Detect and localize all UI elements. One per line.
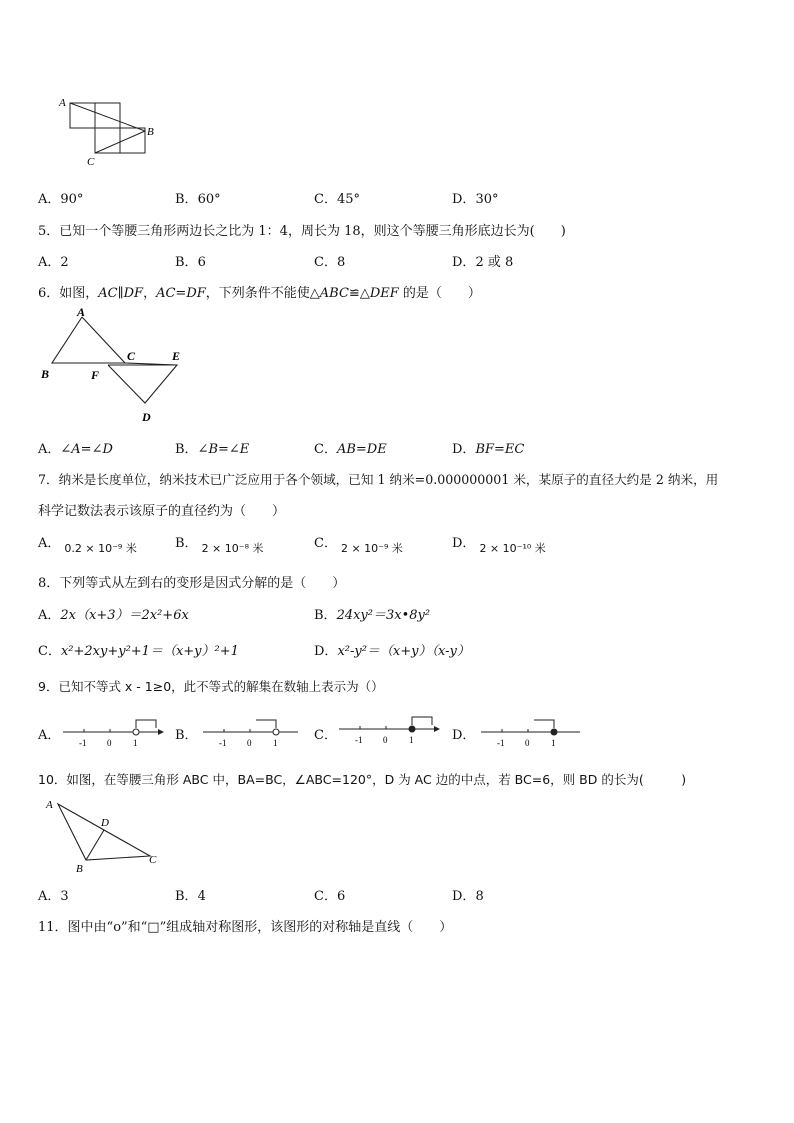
q9-option-d-letter: D． [452,728,476,743]
q9-numberline-a [58,713,168,749]
q7-option-b: B． $_{2 \times 10^{-8} 米}$ [175,536,264,555]
q6-label-d: D [142,410,151,424]
q10-option-b: B．4 [175,889,206,904]
q4-option-b: B．60° [175,192,221,207]
q9-option-b-letter: B． [175,728,198,743]
q4-grid-figure [55,95,165,170]
q11-stem: 11．图中由“o”和“□”组成轴对称图形，该图形的对称轴是直线（ ） [38,920,453,935]
q6-option-a: A．∠A=∠D [38,442,113,457]
q6-option-b: B．∠B=∠E [175,442,250,457]
svg-text:1: 1 [133,738,138,748]
svg-text:-1: -1 [219,738,227,748]
q8-option-a: A．2x（x+3）＝2x²+6x [38,608,189,623]
q9-numberline-c [334,710,444,746]
svg-text:1: 1 [551,738,556,748]
q10-label-d: D [101,817,109,829]
svg-text:0: 0 [107,738,112,748]
q10-option-a: A．3 [38,889,69,904]
q10-stem: 10．如图，在等腰三角形 ABC 中，BA=BC，∠ABC=120°，D 为 AC 边的中点，若 BC=6，则 BD 的长为( ) [38,772,687,787]
q10-label-b: B [76,863,83,875]
q5-option-d: D．2 或 8 [452,255,514,270]
q4-label-a: A [59,97,66,109]
q4-label-c: C [87,156,95,168]
q10-label-c: C [149,854,157,866]
q10-option-d: D．8 [452,889,484,904]
q4-option-a: A．90° [38,192,84,207]
q9-numberline-b [198,713,308,749]
q6-figure [35,303,195,428]
q7-option-a: A． $_{0.2 \times 10^{-9} 米}$ [38,536,137,555]
q6-label-f: F [91,368,100,382]
svg-text:-1: -1 [355,735,363,745]
svg-text:0: 0 [383,735,388,745]
q8-option-c: C．x²+2xy+y²+1＝（x+y）²+1 [38,644,239,659]
q6-label-e: E [172,349,181,363]
q6-option-d: D．BF=EC [452,442,525,457]
q10-label-a: A [46,799,53,811]
q4-label-b: B [147,126,154,138]
svg-text:0: 0 [247,738,252,748]
q9-numberline-d [476,713,588,749]
svg-text:1: 1 [273,738,278,748]
q7-stem-line1: 7．纳米是长度单位，纳米技术已广泛应用于各个领域，已知 1 纳米=0.000000001 米，某原子的直径大约是 2 纳米，用 [38,472,719,487]
q9-option-c-letter: C． [314,728,337,743]
q4-option-c: C．45° [314,192,360,207]
q5-option-b: B．6 [175,255,206,270]
q4-option-d: D．30° [452,192,499,207]
q6-label-c: C [127,349,136,363]
q7-option-c: C． $_{2 \times 10^{-9} 米}$ [314,536,403,555]
q6-label-b: B [41,367,50,381]
q9-stem: 9．已知不等式 x - 1≥0，此不等式的解集在数轴上表示为（） [38,679,384,694]
svg-text:-1: -1 [79,738,87,748]
svg-text:-1: -1 [497,738,505,748]
q9-option-a-letter: A． [38,728,61,743]
q8-stem: 8．下列等式从左到右的变形是因式分解的是（ ） [38,576,346,591]
q10-option-c: C．6 [314,889,346,904]
q5-option-a: A．2 [38,255,69,270]
q7-option-d: D． $_{2 \times 10^{-10} 米}$ [452,536,546,555]
q10-figure [38,796,168,878]
svg-text:0: 0 [525,738,530,748]
q8-option-b: B．24xy²＝3x•8y² [314,608,431,623]
q6-label-a: A [77,305,86,319]
q8-option-d: D．x²-y²＝（x+y）（x-y） [314,644,470,659]
q6-option-c: C．AB=DE [314,442,387,457]
svg-text:1: 1 [409,735,414,745]
q7-stem-line2: 科学记数法表示该原子的直径约为（ ） [38,504,286,519]
q6-stem: 6．如图，AC∥DF，AC=DF，下列条件不能使△ABC≌△DEF 的是（ ） [38,286,481,301]
q5-option-c: C．8 [314,255,346,270]
q5-stem: 5．已知一个等腰三角形两边长之比为 1：4，周长为 18，则这个等腰三角形底边长为( ) [38,224,566,239]
